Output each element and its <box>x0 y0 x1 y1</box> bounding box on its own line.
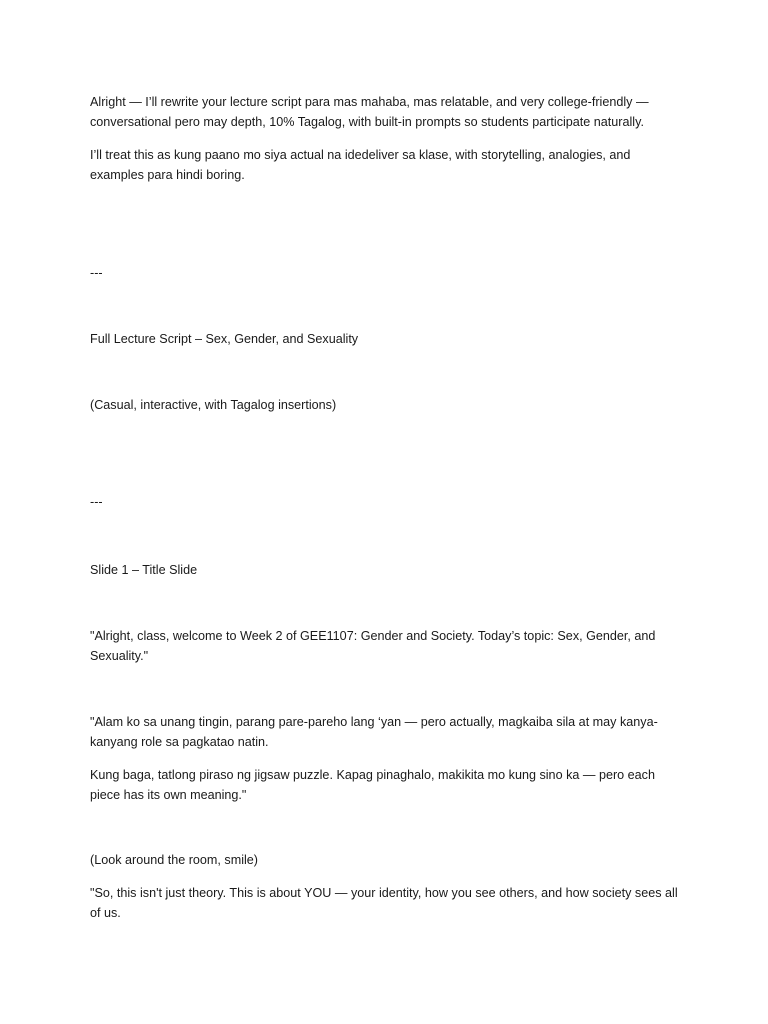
script-title: Full Lecture Script – Sex, Gender, and Sexuality <box>90 332 359 346</box>
script-paragraph: "Alright, class, welcome to Week 2 of GEE1107: Gender and Society. Today’s topic: Sex, Gender, and Sexuality." <box>90 629 656 663</box>
treatment-paragraph: I’ll treat this as kung paano mo siya actual na idedeliver sa klase, with storytelling, analogies, and examples para hindi boring. <box>90 148 631 182</box>
section-divider: --- <box>90 495 103 509</box>
slide-heading: Slide 1 – Title Slide <box>90 563 198 577</box>
intro-paragraph: Alright — I’ll rewrite your lecture script para mas mahaba, mas relatable, and very college-friendly — conversational pero may depth, 10% Tagalog, with built-in prompts so students participate naturally. <box>90 95 649 129</box>
stage-direction: (Look around the room, smile) <box>90 853 258 867</box>
script-paragraph: Kung baga, tatlong piraso ng jigsaw puzzle. Kapag pinaghalo, makikita mo kung sino ka — pero each piece has its own meaning." <box>90 768 655 802</box>
script-subtitle: (Casual, interactive, with Tagalog insertions) <box>90 398 337 412</box>
script-paragraph: "So, this isn't just theory. This is about YOU — your identity, how you see others, and how society sees all of us. <box>90 886 678 920</box>
script-paragraph: "Alam ko sa unang tingin, parang pare-pareho lang ‘yan — pero actually, magkaiba sila at may kanya-kanyang role sa pagkatao natin. <box>90 715 658 749</box>
section-divider: --- <box>90 266 103 280</box>
